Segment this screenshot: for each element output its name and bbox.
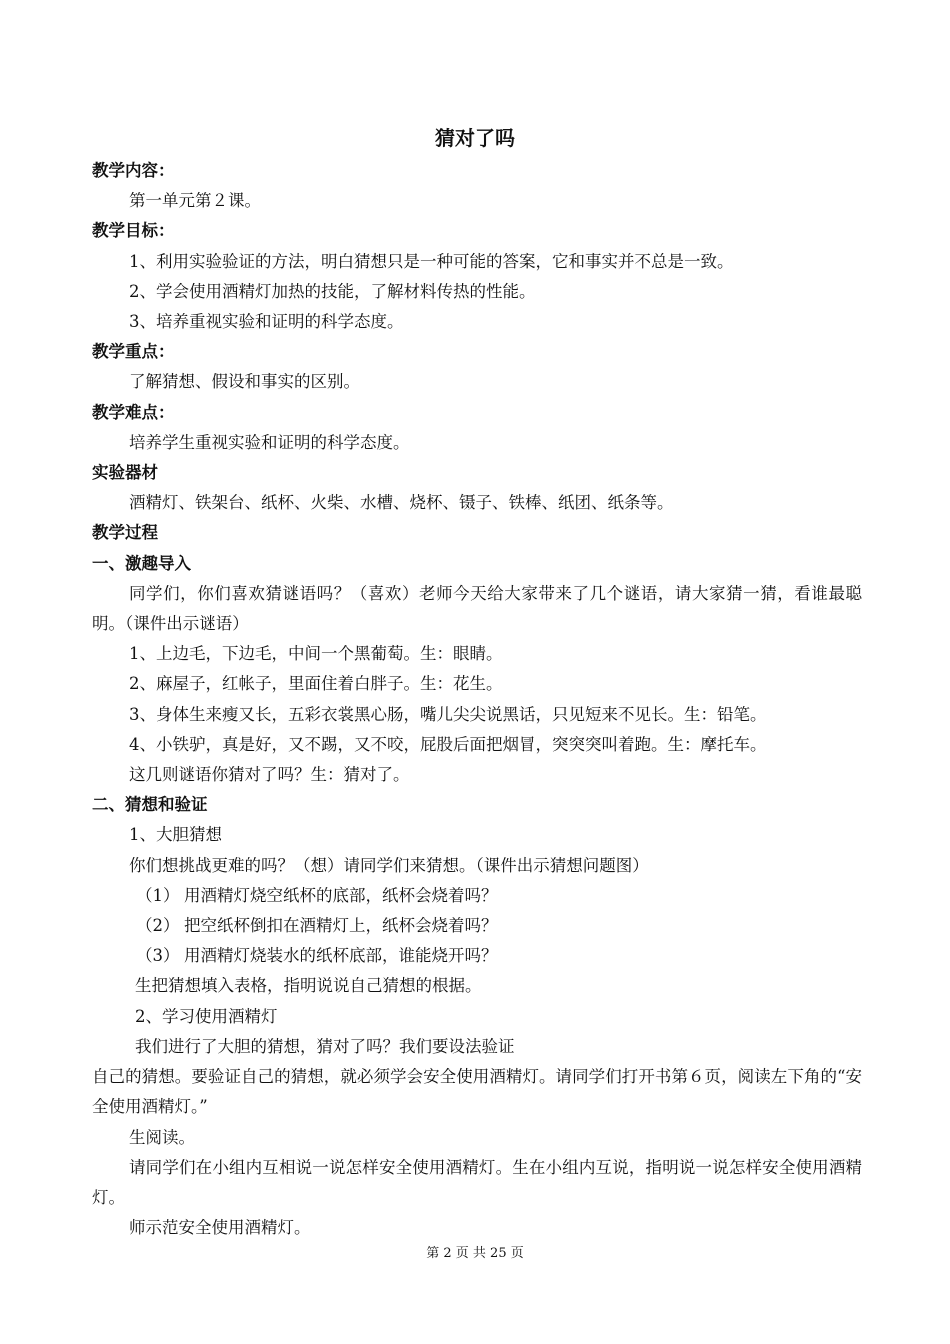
fill-table-text: 生把猜想填入表格，指明说说自己猜想的根据。 [135, 976, 482, 996]
question-text: 用酒精灯烧装水的纸杯底部，谁能烧开吗？ [184, 946, 498, 966]
riddle-item: 1、上边毛，下边毛，中间一个黑葡萄。生：眼睛。 [129, 644, 503, 664]
equipment-text: 酒精灯、铁架台、纸杯、火柴、水槽、烧杯、镊子、铁棒、纸团、纸条等。 [129, 493, 674, 513]
question-item [92, 881, 862, 911]
step2-title: 2、学习使用酒精灯 [135, 1006, 278, 1026]
heading-goals: 教学目标： [92, 221, 175, 241]
question-item [92, 941, 862, 971]
heading-key: 教学重点： [92, 342, 175, 362]
key-text: 了解猜想、假设和事实的区别。 [129, 372, 360, 392]
demo-text: 师示范安全使用酒精灯。 [129, 1218, 311, 1238]
step2-line1: 我们进行了大胆的猜想，猜对了吗？我们要设法验证 [135, 1036, 515, 1056]
step1-title: 1、大胆猜想 [129, 825, 222, 845]
step1-intro: 你们想挑战更难的吗？（想）请同学们来猜想。（课件出示猜想问题图） [129, 855, 649, 875]
heading-difficulty: 教学难点： [92, 402, 175, 422]
heading-part1: 一、激趣导入 [92, 553, 191, 573]
page-footer: 第 2 页 共 25 页 [426, 1246, 524, 1261]
step2-line2: 自己的猜想。要验证自己的猜想，就必须学会安全使用酒精灯。请同学们打开书第６页，阅读左下角的“安全使用酒精灯。” [92, 1067, 862, 1117]
goal-item: 3、培养重视实验和证明的科学态度。 [129, 312, 404, 332]
group-text: 请同学们在小组内互相说一说怎样安全使用酒精灯。生在小组内互说，指明说一说怎样安全使用酒精灯。 [92, 1157, 862, 1207]
question-number: （2） [136, 916, 180, 936]
heading-equipment: 实验器材 [92, 463, 158, 483]
riddle-item: 3、身体生来瘦又长，五彩衣裳黑心肠，嘴儿尖尖说黑话，只见短来不见长。生：铅笔。 [129, 704, 767, 724]
question-text: 用酒精灯烧空纸杯的底部，纸杯会烧着吗？ [184, 885, 498, 905]
riddle-item: 2、麻屋子，红帐子，里面住着白胖子。生：花生。 [129, 674, 503, 694]
goal-item: 1、利用实验验证的方法，明白猜想只是一种可能的答案，它和事实并不总是一致。 [129, 251, 734, 271]
goal-item: 2、学会使用酒精灯加热的技能，了解材料传热的性能。 [129, 281, 536, 301]
difficulty-text: 培养学生重视实验和证明的科学态度。 [129, 432, 410, 452]
read-text: 生阅读。 [129, 1127, 195, 1147]
riddle-item: 4、小铁驴，真是好，又不踢，又不咬，屁股后面把烟冒，突突突叫着跑。生：摩托车。 [129, 734, 767, 754]
heading-part2: 二、猜想和验证 [92, 795, 208, 815]
question-item [92, 911, 862, 941]
content-text: 第一单元第２课。 [129, 191, 261, 211]
question-text: 把空纸杯倒扣在酒精灯上，纸杯会烧着吗？ [184, 916, 498, 936]
part1-closing: 这几则谜语你猜对了吗？生：猜对了。 [129, 765, 410, 785]
question-number: （3） [136, 946, 180, 966]
document-body [92, 156, 862, 1243]
heading-process: 教学过程 [92, 523, 158, 543]
document-title: 猜对了吗 [435, 126, 515, 150]
question-number: （1） [136, 885, 180, 905]
heading-content: 教学内容： [92, 161, 175, 180]
part1-intro: 同学们，你们喜欢猜谜语吗？（喜欢）老师今天给大家带来了几个谜语，请大家猜一猜，看谁最聪明。（课件出示谜语） [92, 583, 862, 634]
